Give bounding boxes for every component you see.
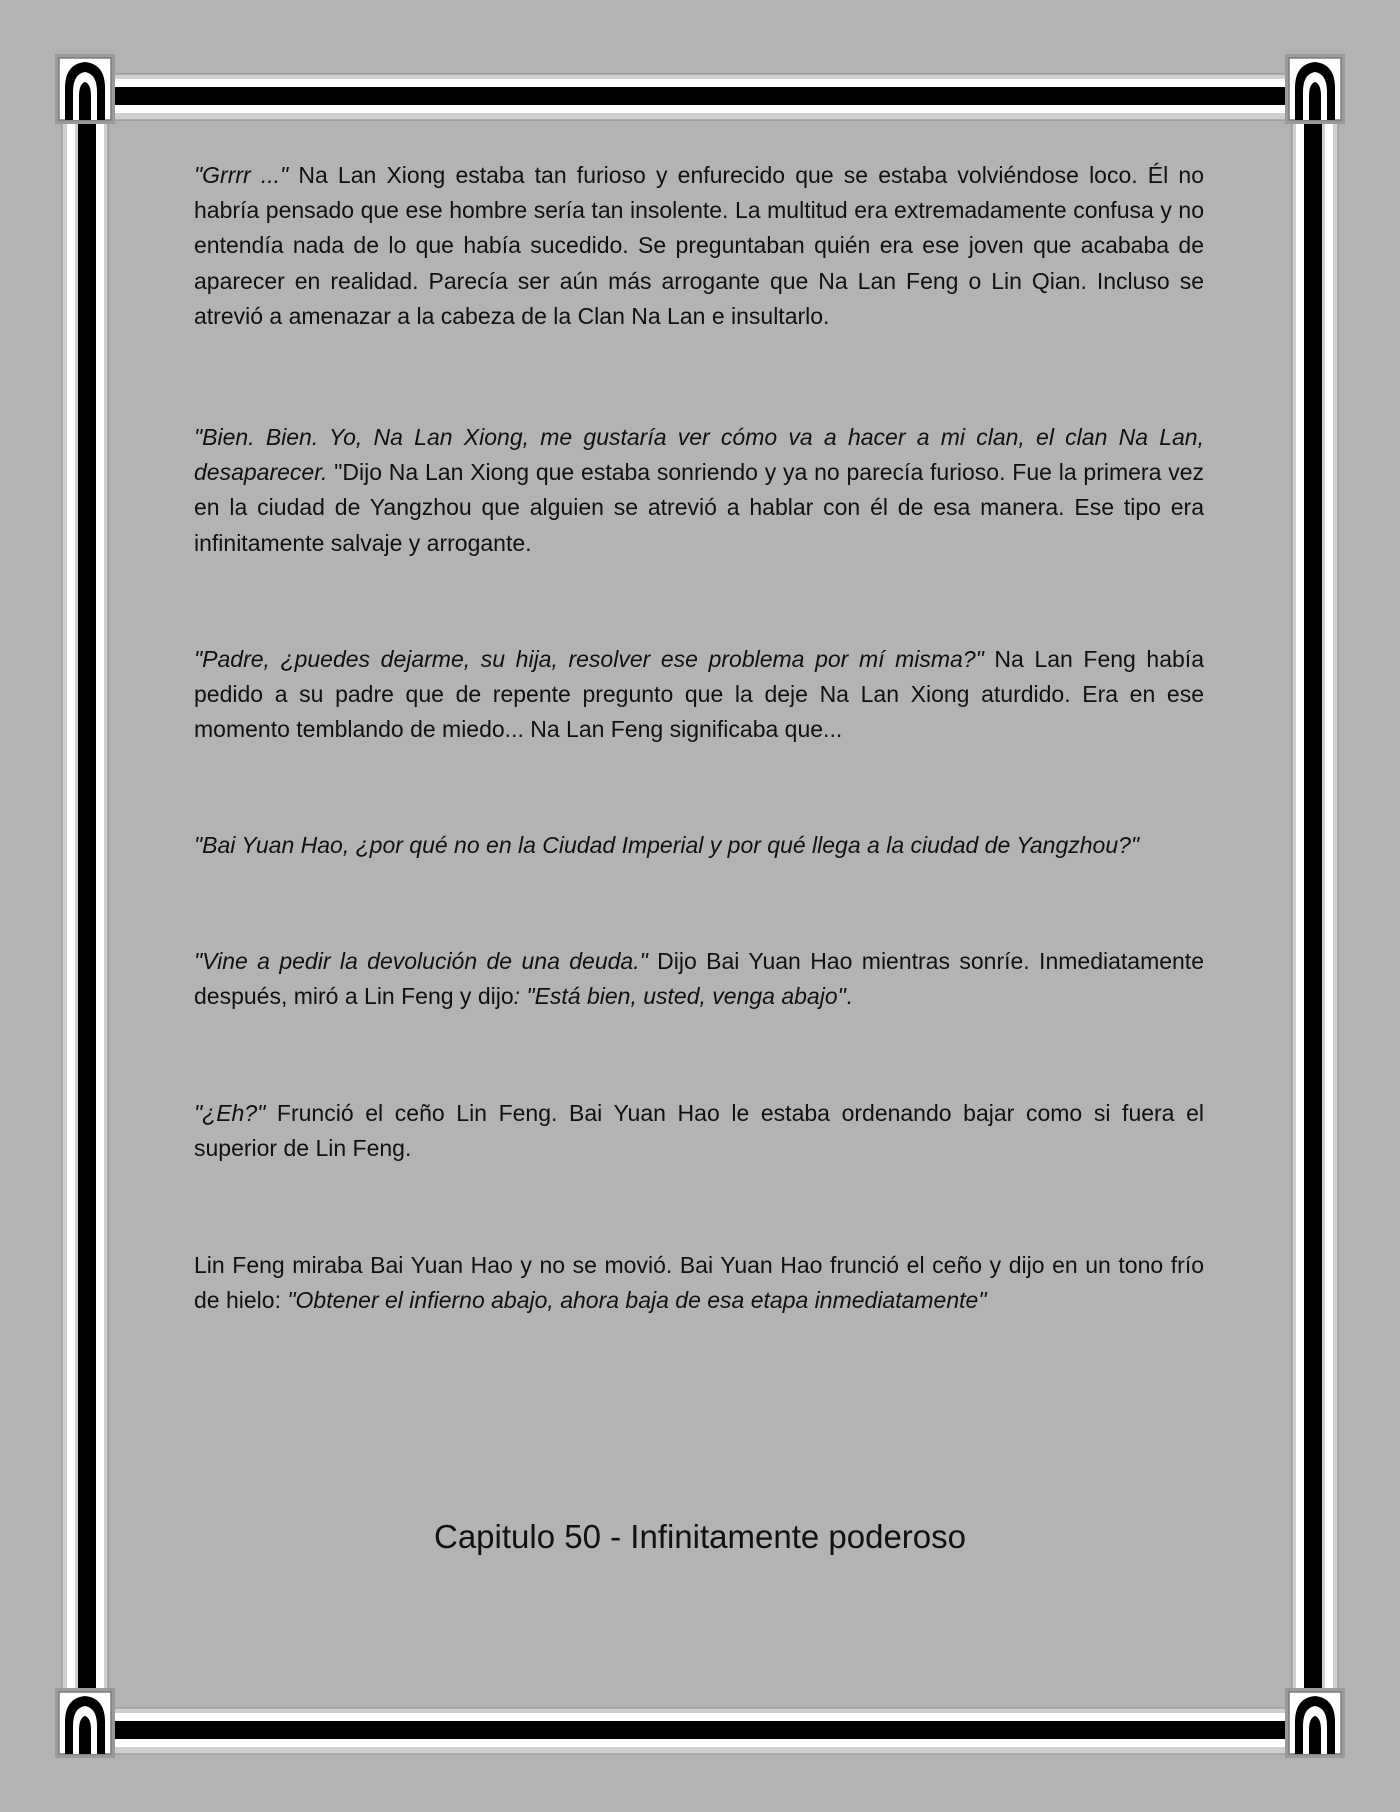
italic-dialogue: : "Está bien, usted, venga abajo" [513, 983, 846, 1010]
italic-dialogue: "Bai Yuan Hao, ¿por qué no en la Ciudad Imperial y por qué llega a la ciudad de Yangzhou?" [194, 832, 1140, 858]
italic-dialogue: "¿Eh?" [194, 1100, 266, 1126]
narration-text: . [845, 983, 853, 1010]
narration-text: Na Lan Feng había pedido a su padre que de repente pregunto que la deje Na Lan Xiong aturdido. Era en ese momento temblando de miedo... Na Lan Feng significaba que... [194, 646, 1204, 743]
paragraph [194, 828, 1139, 863]
italic-dialogue: "Vine a pedir la devolución de una deuda." [194, 948, 648, 974]
narration-text: Na Lan Xiong estaba tan furioso y enfurecido que se estaba volviéndose loco. Él no habría pensado que ese hombre sería tan insolente. La multitud era extremadamente confusa y no entendía nada de lo que había sucedido. Se preguntaban quién era ese joven que acababa de aparecer en realidad. Parecía ser aún más arrogante que Na Lan Feng o Lin Qian. Incluso se atrevió a amenazar a la cabeza de la Clan Na Lan e insultarlo. [194, 162, 1205, 329]
paragraph [194, 158, 1204, 334]
narration-text: Dijo Bai Yuan Hao mientras sonríe. Inmediatamente después, miró a Lin Feng y dijo [194, 948, 1204, 1010]
paragraph [194, 1096, 1204, 1166]
italic-dialogue: "Obtener el infierno abajo, ahora baja de esa etapa inmediatamente" [287, 1287, 987, 1314]
italic-dialogue: "Grrrr ..." [194, 162, 289, 188]
italic-dialogue: "Bien. Bien. Yo, Na Lan Xiong, me gustaría ver cómo va a hacer a mi clan, el clan Na Lan, desaparecer. [194, 424, 1204, 486]
narration-text: "Dijo Na Lan Xiong que estaba sonriendo y ya no parecía furioso. Fue la primera vez en la ciudad de Yangzhou que alguien se atrevió a hablar con él de esa manera. Ese tipo era infinitamente salvaje y arrogante. [194, 459, 1204, 556]
narration-text: Frunció el ceño Lin Feng. Bai Yuan Hao le estaba ordenando bajar como si fuera el superior de Lin Feng. [194, 1100, 1204, 1162]
italic-dialogue: "Padre, ¿puedes dejarme, su hija, resolver ese problema por mí misma?" [194, 646, 984, 672]
paragraph [194, 944, 1204, 1014]
paragraph [194, 1248, 1204, 1318]
paragraph [194, 642, 1204, 748]
paragraph [194, 420, 1204, 561]
chapter-title: Capitulo 50 - Infinitamente poderoso [434, 1518, 966, 1555]
narration-text: Lin Feng miraba Bai Yuan Hao y no se movió. Bai Yuan Hao frunció el ceño y dijo en un tono frío de hielo: [194, 1252, 1204, 1314]
